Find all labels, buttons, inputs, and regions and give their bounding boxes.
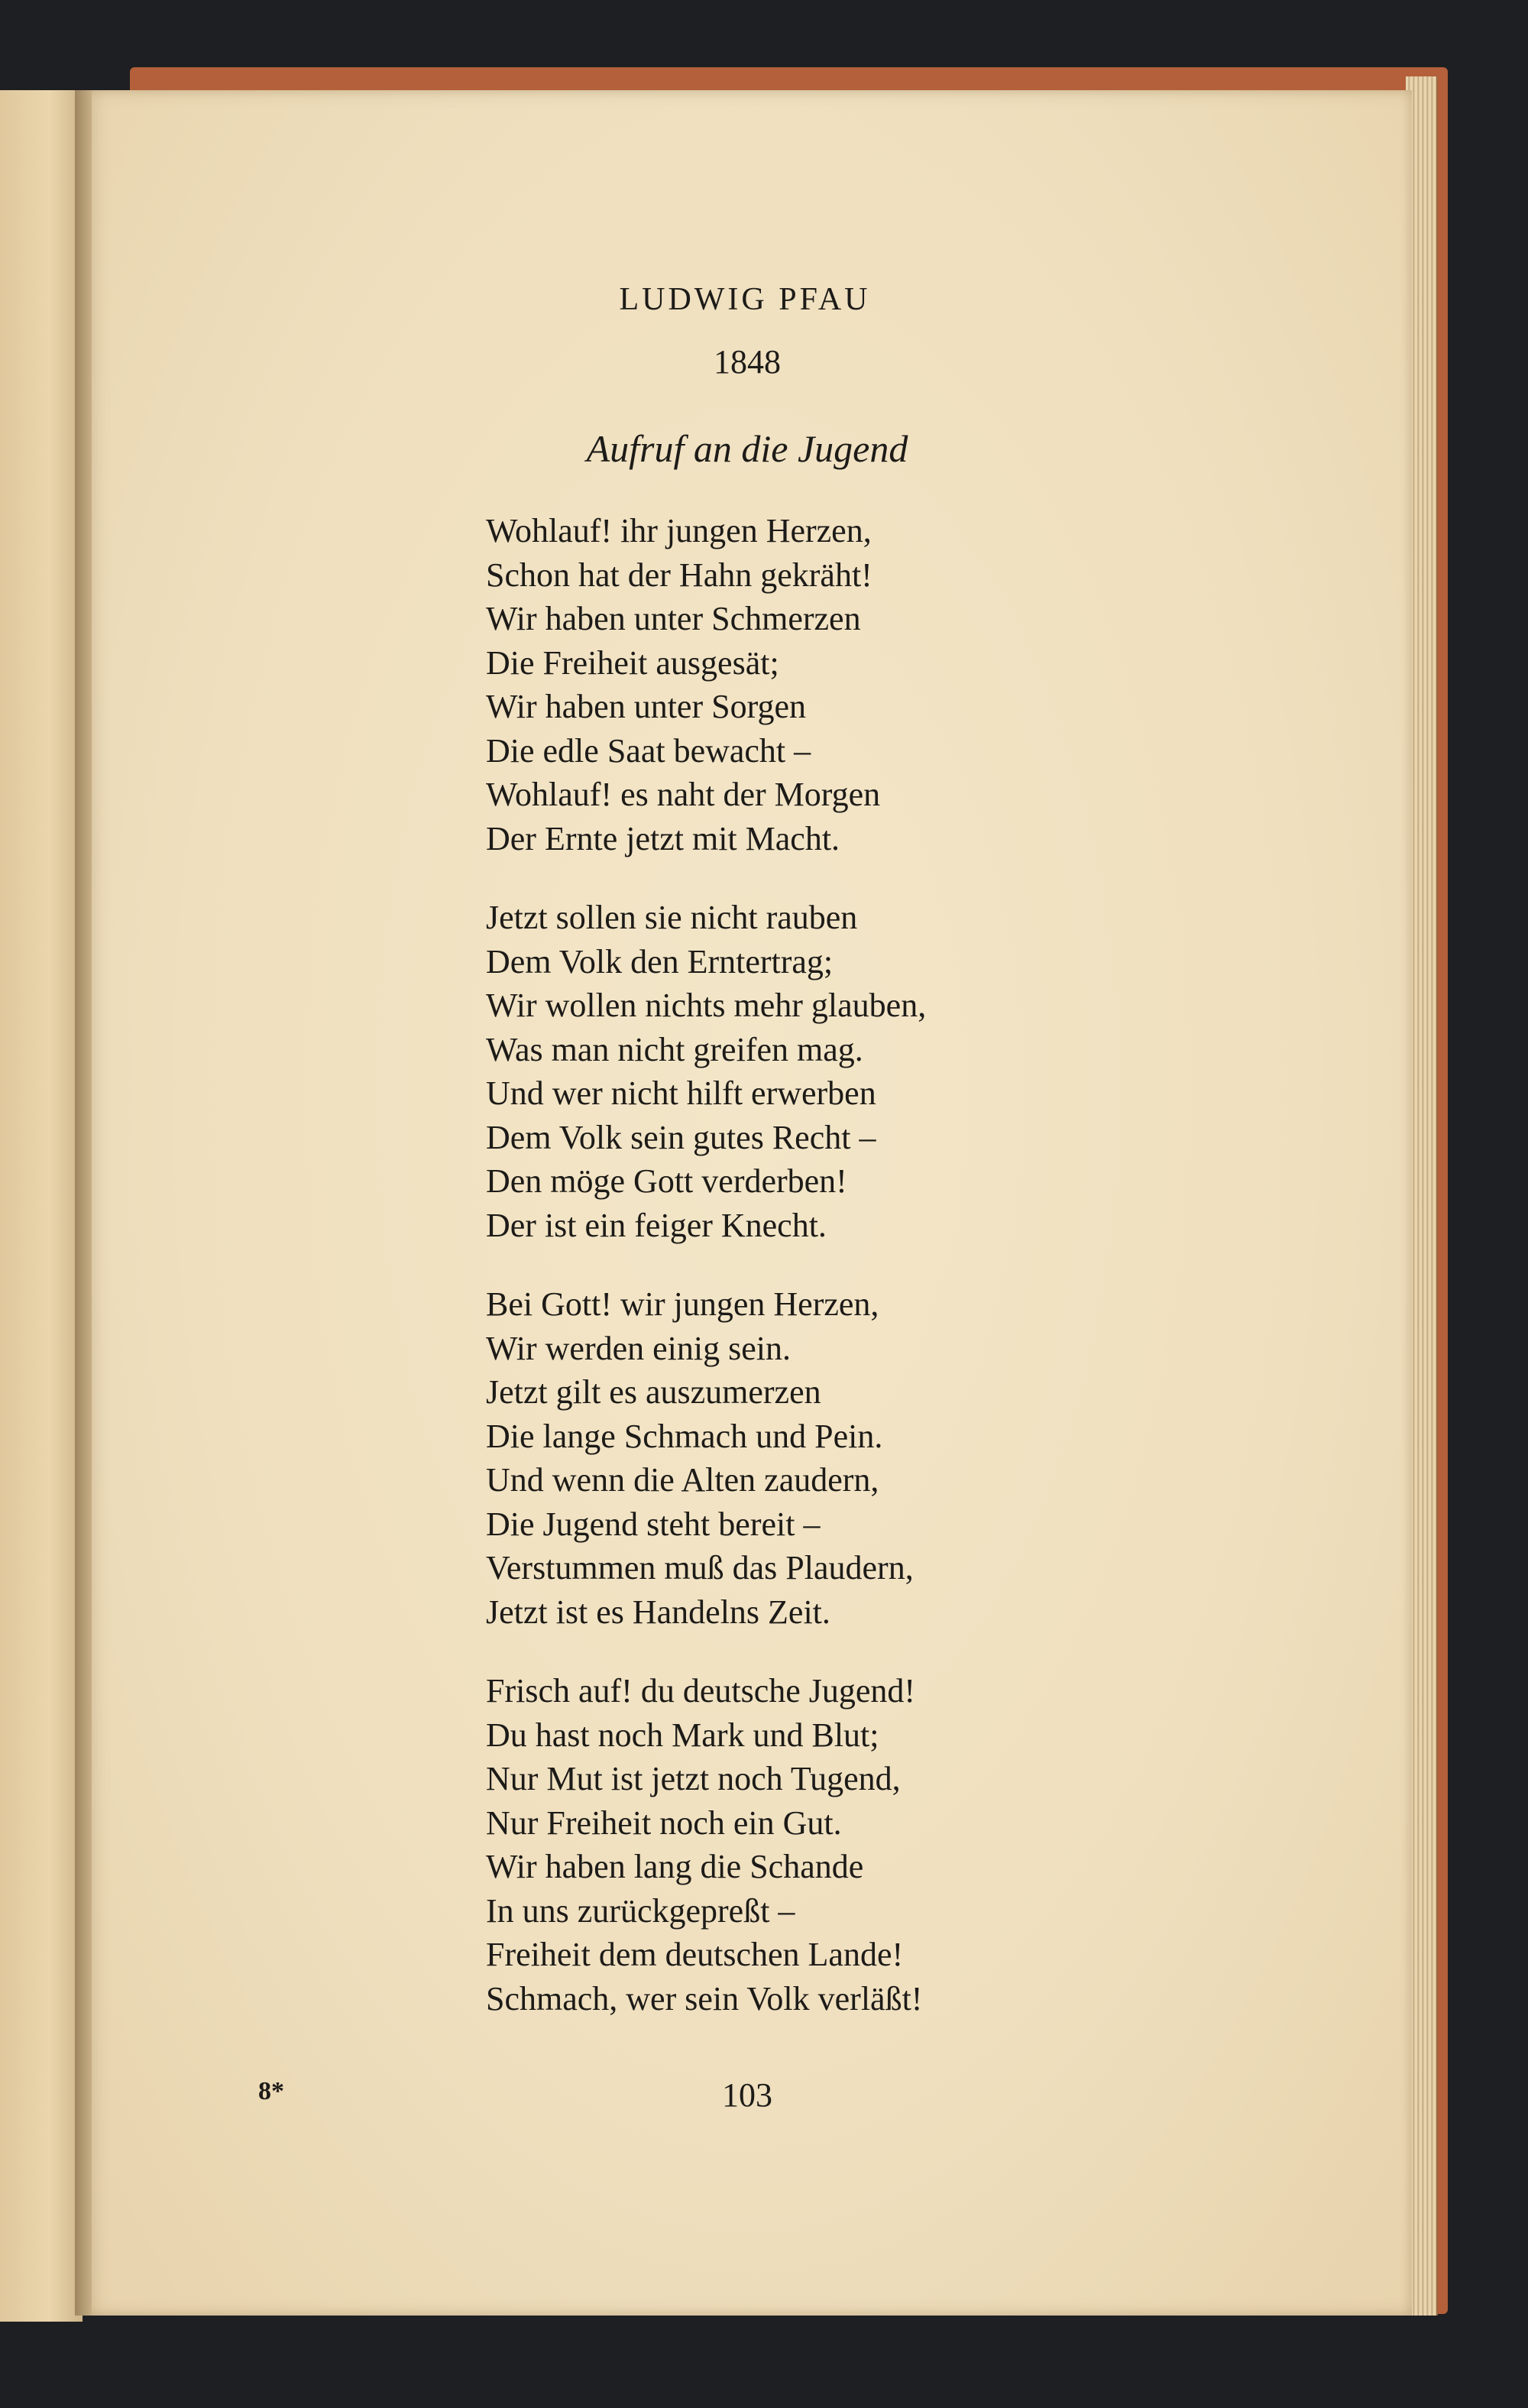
poem-line: Die Freiheit ausgesät; <box>486 643 779 682</box>
poem-line: Du hast noch Mark und Blut; <box>486 1716 879 1754</box>
stanza-4 <box>486 1669 1250 2021</box>
poem-line: Nur Mut ist jetzt noch Tugend, <box>486 1760 901 1797</box>
poem-line: Dem Volk sein gutes Recht – <box>486 1118 876 1156</box>
poem-line: Frisch auf! du deutsche Jugend! <box>486 1672 916 1710</box>
poem-line: Jetzt gilt es auszumerzen <box>486 1373 821 1411</box>
poem-line: Wir haben lang die Schande <box>486 1848 864 1885</box>
poem-line: Wir wollen nichts mehr glauben, <box>486 987 927 1024</box>
poem-line: Wir werden einig sein. <box>486 1329 791 1367</box>
poem-line: Der ist ein feiger Knecht. <box>486 1206 827 1244</box>
poem-line: Nur Freiheit noch ein Gut. <box>486 1804 842 1842</box>
poem-line: Dem Volk den Erntertrag; <box>486 942 834 980</box>
poem-title: Aufruf an die Jugend <box>586 427 908 470</box>
poem-line: Und wer nicht hilft erwerben <box>486 1074 876 1112</box>
poem-line: Die edle Saat bewacht – <box>486 731 811 770</box>
poem-line: Schon hat der Hahn gekräht! <box>486 556 872 594</box>
poem-line: Was man nicht greifen mag. <box>486 1030 863 1068</box>
poem-line: Den möge Gott verderben! <box>486 1162 847 1200</box>
book-page <box>83 90 1412 2316</box>
poem-line: Jetzt ist es Handelns Zeit. <box>486 1593 830 1631</box>
page-number: 103 <box>722 2076 772 2114</box>
poem-line: Jetzt sollen sie nicht rauben <box>486 899 858 936</box>
poem-year: 1848 <box>714 343 781 381</box>
poem-line: Wohlauf! es naht der Morgen <box>486 776 881 813</box>
author-name: LUDWIG PFAU <box>619 282 871 317</box>
poem-body <box>486 509 1250 2056</box>
poem-line: Verstummen muß das Plaudern, <box>486 1549 914 1586</box>
poem-line: Bei Gott! wir jungen Herzen, <box>486 1285 879 1323</box>
poem-line: Wohlauf! ihr jungen Herzen, <box>486 512 872 549</box>
poem-line: Der Ernte jetzt mit Macht. <box>486 819 840 857</box>
poem-line: Und wenn die Alten zaudern, <box>486 1461 879 1499</box>
stanza-3 <box>486 1282 1250 1634</box>
poem-line: Die Jugend steht bereit – <box>486 1505 821 1543</box>
poem-line: Wir haben unter Schmerzen <box>486 600 861 637</box>
poem-line: Schmach, wer sein Volk verläßt! <box>486 1979 923 2017</box>
page-gutter <box>75 90 92 2316</box>
poem-line: Freiheit dem deutschen Lande! <box>486 1936 904 1973</box>
stanza-1 <box>486 509 1250 860</box>
poem-line: Wir haben unter Sorgen <box>486 688 806 725</box>
stanza-2 <box>486 896 1250 1247</box>
poem-line: In uns zurückgepreßt – <box>486 1891 795 1930</box>
signature-mark: 8* <box>258 2077 284 2105</box>
facing-page-edge <box>0 90 83 2322</box>
poem-line: Die lange Schmach und Pein. <box>486 1417 883 1455</box>
